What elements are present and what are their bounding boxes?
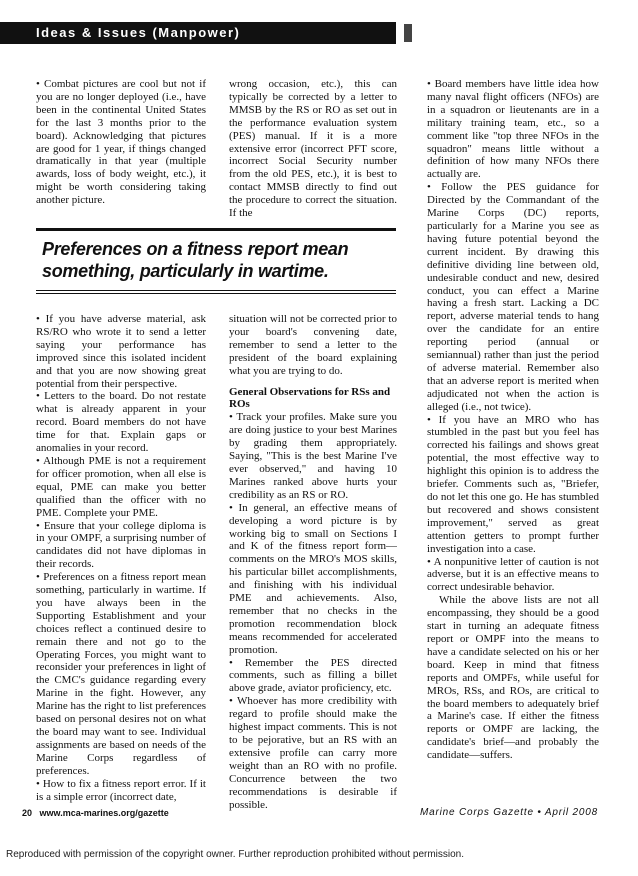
bottom-column-1	[36, 313, 206, 803]
footer-url: www.mca-marines.org/gazette	[39, 808, 169, 818]
paragraph: • Remember the PES directed comments, such as filling a billet above grade, aviator proficiency, etc.	[229, 656, 397, 695]
paragraph: wrong occasion, etc.), this can typically be corrected by a letter to MMSB by the RS or RO as set out in the performance evaluation system (PES) manual. If it is a more extensive error (incorrect PFT score, incorrect Social Security number from the old PES, etc.), it is best to contact MMSB directly to find out the procedure to correct the situation. If the	[229, 78, 397, 220]
pull-quote-top-rule	[36, 228, 396, 231]
subheading: General Observations for RSs and ROs	[229, 385, 391, 411]
paragraph: • Follow the PES guidance for Directed by the Commandant of the Marine Corps (DC) reports, particularly for a Marine you see as having future potential beyond the current incident. By drawing this definitive dividing line between old, undesirable conduct and new, desired conduct, you can effect a Marine having a fresh start. Lacking a DC report, adverse material tends to hang over the candidate for an entire reporting period (annual or semiannual) rather than just the period of adverse material. Remember also that an adverse report is merited when adjudicated not when the action is alleged (i.e., not twice).	[427, 181, 599, 413]
pull-quote: Preferences on a fitness report mean something, particularly in wartime.	[42, 239, 349, 281]
paragraph: • If you have adverse material, ask RS/RO who wrote it to send a letter saying your performance has improved since this isolated incident and that you are now showing great potential from their perspective.	[36, 313, 206, 390]
paragraph: • Ensure that your college diploma is in your OMPF, a surprising number of candidates did not have diplomas in their records.	[36, 519, 206, 571]
top-column-2	[229, 78, 397, 220]
paragraph: • In general, an effective means of developing a word picture is by working big to small on Sections I and K of the fitness report form—comments on the MRO's MOS skills, his particular billet accomplishments, and finishing with his individual PME and achievements. Also, remember that no checks in the promotion recommendation block means recommended for accelerated promotion.	[229, 501, 397, 656]
paragraph: • Combat pictures are cool but not if you are no longer deployed (i.e., have been in the continental United States for the last 3 months prior to the board). Acknowledging that pictures are good for 1 year, if things changed dramatically in that year (multiple awards, loss of body weight, etc.), it might be worth considering taking another picture.	[36, 78, 206, 207]
paragraph: • A nonpunitive letter of caution is not adverse, but it is an effective means to correct undesirable behavior.	[427, 555, 599, 594]
pull-quote-bottom-rule	[36, 290, 396, 291]
section-header	[0, 22, 396, 44]
section-title: Ideas & Issues (Manpower)	[36, 25, 241, 40]
paragraph: • Letters to the board. Do not restate what is already apparent in your record. Board members do not have time for that. Explain gaps or anomalies in your record.	[36, 390, 206, 455]
paragraph: situation will not be corrected prior to your board's convening date, remember to send a letter to the president of the board explaining what you are trying to do.	[229, 313, 397, 377]
page-number: 20	[22, 808, 33, 818]
paragraph: • Preferences on a fitness report mean something, particularly in wartime. If you have always been in the Supporting Establishment and your choices reflect a continued desire to remain there and not go to the Operating Forces, you might want to reconsider your preferences in light of the CMC's guidance regarding every Marine in the fight. However, any Marine has the right to list preferences based on personal desires not on what the board may want to see. Individual assignments are based on needs of the Marine Corps regardless of preferences.	[36, 571, 206, 777]
paragraph: • Although PME is not a requirement for officer promotion, when all else is equal, PME can make you better qualified than the officer with no PME. Complete your PME.	[36, 454, 206, 519]
top-column-1	[36, 78, 206, 207]
paragraph: • Whoever has more credibility with regard to profile should make the highest impact comments. This is not to be pejorative, but an RS with an extensive profile can carry more weight than an RO with no profile. Concurrence between the two recommendations is desirable if possible.	[229, 695, 397, 811]
right-column	[427, 78, 599, 762]
reproduction-notice: Reproduced with permission of the copyright owner. Further reproduction prohibited without permission.	[6, 849, 465, 860]
bottom-column-2	[229, 313, 397, 811]
footer-left	[22, 808, 169, 818]
footer-publication: Marine Corps Gazette • April 2008	[420, 807, 598, 818]
paragraph: • If you have an MRO who has stumbled in the past but you feel has corrected his failings and shows great potential, the most effective way to highlight this opinion is to address the briefer. Comments such as, "Briefer, do not let this one go. He has stumbled but recovered and shows consistent improvement," served as great attention getters to prompt further investigation into a case.	[427, 413, 599, 555]
paragraph: • How to fix a fitness report error. If it is a simple error (incorrect date,	[36, 777, 206, 803]
pull-quote-bottom-rule-2	[36, 293, 396, 294]
paragraph: While the above lists are not all encompassing, they should be a good start in turning an adequate fitness report or OMPF into the means to have a candidate selected on his or her board. Keep in mind that fitness reports and OMPFs, while useful for MROs, RSs, and ROs, are critical to the board members to adequately brief a Marine's case. If either the fitness reports or OMPF are lacking, the candidate's brief—and probably the candidate—suffers.	[427, 594, 599, 762]
paragraph: • Board members have little idea how many naval flight officers (NFOs) are in a squadron or lieutenants are in a military training team, etc., so a comment like "top three NFOs in the squadron" means little without a definition of how many NFOs there actually are.	[427, 78, 599, 181]
binding-mark	[404, 24, 412, 42]
paragraph: • Track your profiles. Make sure you are doing justice to your best Marines by grading them appropriately. Saying, "This is the best Marine I've ever observed," and having 10 Marines ranked above hurts your credibility as an RS or RO.	[229, 411, 397, 501]
